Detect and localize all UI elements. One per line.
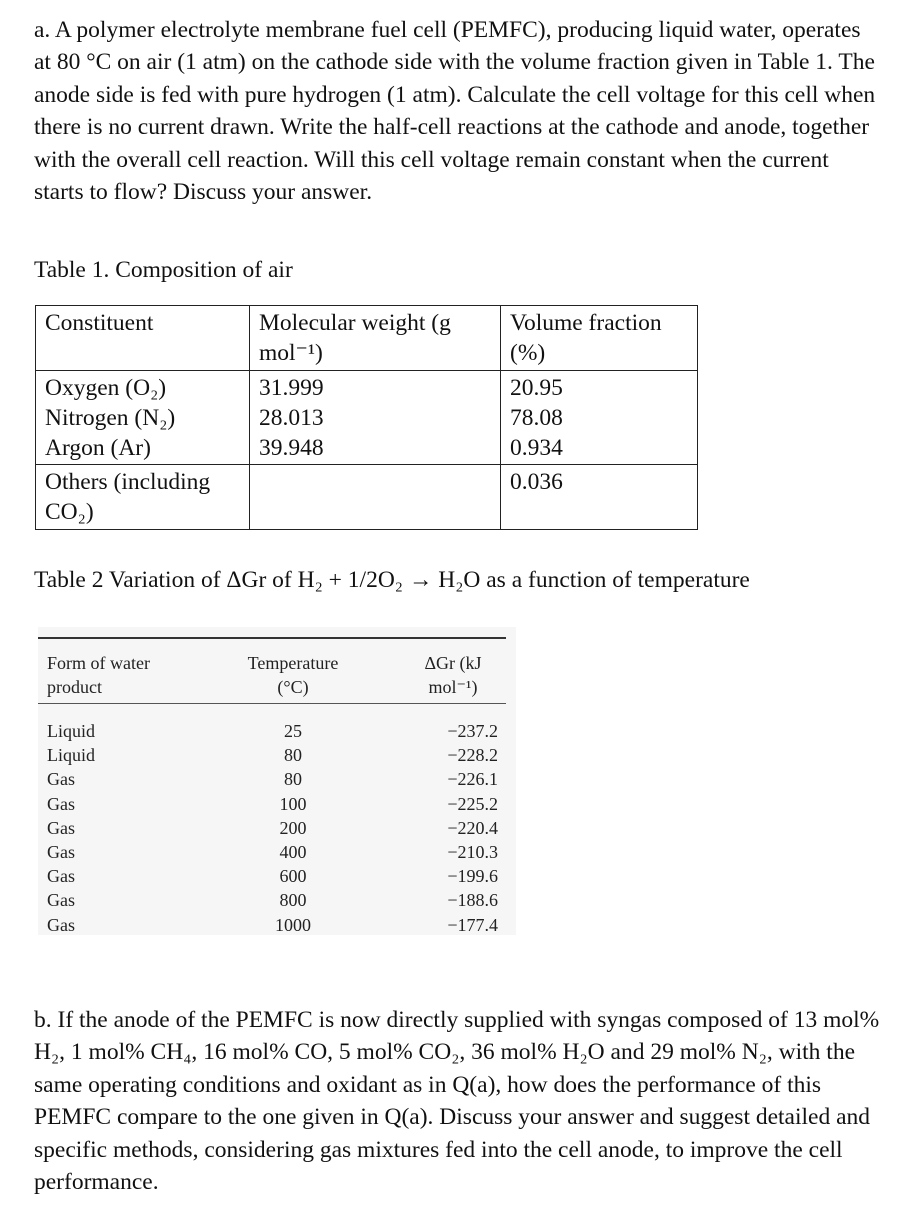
temperature-cell: 80: [284, 745, 302, 766]
molecular-weight-cell: 31.999: [250, 371, 501, 404]
form-cell: Liquid: [47, 745, 95, 766]
delta-g-cell: −210.3: [447, 841, 498, 862]
table-row: [36, 371, 698, 404]
volume-fraction-cell: 78.08: [501, 403, 698, 433]
molecular-weight-cell: 39.948: [250, 433, 501, 465]
table2-caption: Table 2 Variation of ΔGr of H₂ + 1/2O₂ → H₂O as a function of temperature: [34, 567, 750, 593]
form-cell: Liquid: [47, 721, 95, 741]
volume-fraction-cell: 0.036: [501, 465, 698, 530]
form-cell: Gas: [47, 793, 75, 814]
delta-g-cell: −199.6: [447, 866, 498, 887]
table-row: [36, 403, 698, 433]
table-header-row: [36, 306, 698, 371]
form-cell: Gas: [47, 769, 75, 790]
constituent-cell: Nitrogen (N₂): [36, 403, 250, 433]
table-row: [36, 465, 698, 530]
header-volume-fraction: Volume fraction (%): [501, 306, 698, 371]
molecular-weight-cell: [250, 465, 501, 530]
temperature-cell: 100: [279, 793, 307, 814]
constituent-cell: Oxygen (O₂): [36, 371, 250, 404]
question-b-text: b. If the anode of the PEMFC is now directly supplied with syngas composed of 13 mol% H₂, 1 mol% CH₄, 16 mol% CO, 5 mol% CO₂, 36 mol% H₂O and 29 mol% N₂, with the same operating conditions and oxidant as in Q(a), how does the performance of this PEMFC compare to the one given in Q(a). Discuss your answer and suggest detailed and specific methods, considering gas mixtures fed into the cell anode, to improve the cell performance.: [34, 1007, 880, 1196]
form-cell: Gas: [47, 866, 75, 887]
header-form-of-water: Form of water product: [47, 653, 150, 697]
temperature-cell: 1000: [275, 914, 311, 935]
header-temperature: Temperature (°C): [247, 653, 339, 697]
delta-g-cell: −228.2: [447, 745, 498, 766]
delta-g-cell: −177.4: [447, 914, 498, 935]
delta-g-column: [408, 719, 498, 937]
header-molecular-weight: Molecular weight (g mol⁻¹): [250, 306, 501, 371]
molecular-weight-cell: 28.013: [250, 403, 501, 433]
table-row: [36, 433, 698, 465]
temperature-cell: 800: [279, 890, 307, 911]
delta-g-cell: −225.2: [447, 793, 498, 814]
header-constituent: Constituent: [36, 306, 250, 371]
delta-g-cell: −188.6: [447, 890, 498, 911]
volume-fraction-cell: 0.934: [501, 433, 698, 465]
delta-g-cell: −220.4: [447, 817, 498, 838]
temperature-cell: 600: [279, 866, 307, 887]
form-cell: Gas: [47, 817, 75, 838]
constituent-cell: Argon (Ar): [36, 433, 250, 465]
form-column: [47, 719, 95, 937]
table-top-rule: [38, 637, 506, 639]
form-cell: Gas: [47, 914, 75, 935]
air-composition-table: [35, 305, 698, 530]
table1-caption: Table 1. Composition of air: [34, 257, 293, 283]
form-cell: Gas: [47, 890, 75, 911]
temperature-cell: 25: [284, 721, 302, 741]
gibbs-energy-table: [38, 627, 516, 935]
temperature-column: [238, 719, 348, 937]
constituent-cell: Others (including CO₂): [36, 465, 250, 530]
header-delta-g: ΔGr (kJ mol⁻¹): [424, 653, 482, 697]
volume-fraction-cell: 20.95: [501, 371, 698, 404]
temperature-cell: 200: [279, 817, 307, 838]
question-a-text: a. A polymer electrolyte membrane fuel cell (PEMFC), producing liquid water, operates at 80 °C on air (1 atm) on the cathode side with the volume fraction given in Table 1. The anode side is fed with pure hydrogen (1 atm). Calculate the cell voltage for this cell when there is no current drawn. Write the half-cell reactions at the cathode and anode, together with the overall cell reaction. Will this cell voltage remain constant when the current starts to flow? Discuss your answer.: [34, 17, 876, 206]
table-header-rule: [38, 703, 506, 704]
delta-g-cell: −237.2: [447, 721, 498, 741]
temperature-cell: 400: [279, 841, 307, 862]
delta-g-cell: −226.1: [447, 769, 498, 790]
form-cell: Gas: [47, 841, 75, 862]
temperature-cell: 80: [284, 769, 302, 790]
